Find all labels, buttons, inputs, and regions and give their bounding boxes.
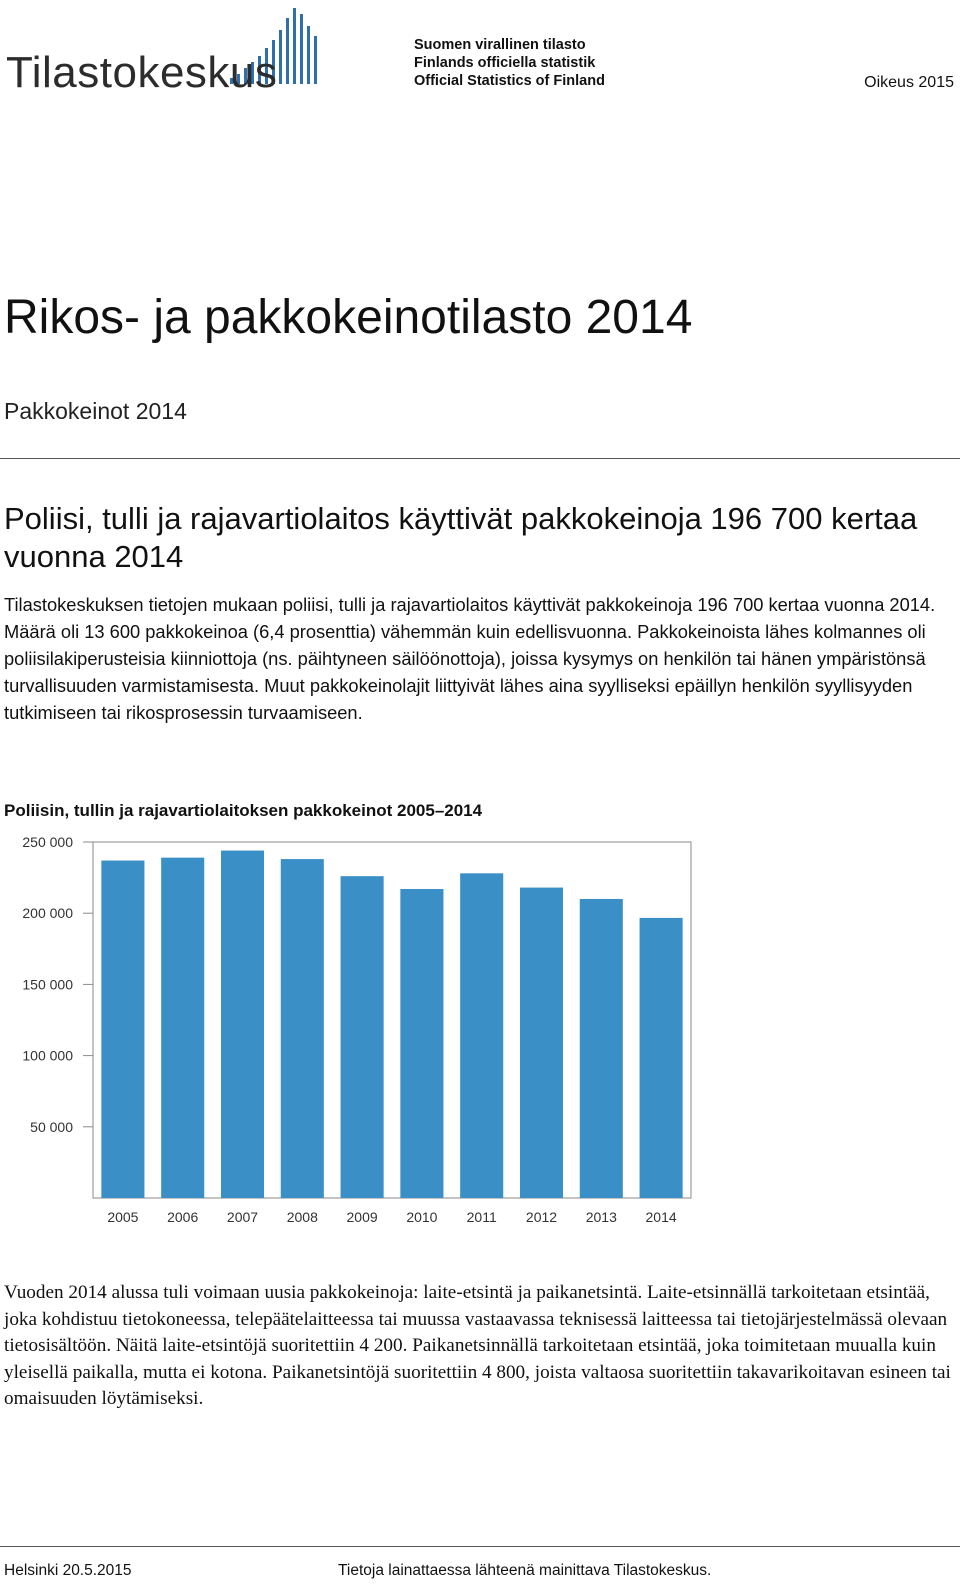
x-tick-label: 2005 [107,1209,139,1225]
x-axis-labels [107,1209,677,1225]
bar-2006 [161,858,204,1198]
x-tick-label: 2013 [585,1209,617,1225]
y-tick-label: 150 000 [22,976,73,993]
bar-2011 [460,873,503,1198]
body-paragraph: Vuoden 2014 alussa tuli voimaan uusia pakkokeinoja: laite-etsintä ja paikanetsintä. Laite-etsinnällä tarkoitetaan etsintää, joka kohdistuu tietokoneessa, telepäätelaitteessa tai muussa vastaavassa teknisessä laitteessa tai tietojärjestelmässä olevaan tietosisältöön. Näitä laite-etsintöjä suoritettiin 4 200. Paikanetsinnällä tarkoitetaan etsintää, joka toimitetaan muualla kuin yleisellä paikalla, mutta ei kotona. Paikanetsintöjä suoritettiin 4 800, joista valtaosa suoritettiin takavarikoitavan esineen tai omaisuuden löytämiseksi. [4,1282,951,1410]
official-line-sv: Finlands officiella statistik [414,55,596,71]
chart-title: Poliisin, tullin ja rajavartiolaitoksen pakkokeinot 2005–2014 [4,801,483,820]
y-axis [22,834,93,1135]
bar-chart [0,830,720,1230]
footer-citation: Tietoja lainattaessa lähteenä mainittava Tilastokeskus. [338,1562,712,1579]
divider-bottom [0,1546,960,1547]
bar-2007 [221,851,264,1198]
bar-2009 [341,876,384,1198]
bar-2005 [101,861,144,1198]
bar-2013 [580,899,623,1198]
y-tick-label: 50 000 [30,1118,73,1135]
bar-2012 [520,888,563,1198]
logo-bar [314,36,317,84]
bar-2010 [400,889,443,1198]
footer-date: Helsinki 20.5.2015 [4,1562,132,1579]
y-tick-label: 100 000 [22,1047,73,1064]
x-tick-label: 2011 [466,1209,497,1225]
logo-bar [293,8,296,84]
headline: Poliisi, tulli ja rajavartiolaitos käyttivät pakkokeinoja 196 700 kertaa vuonna 2014 [4,501,918,574]
official-line-fi: Suomen virallinen tilasto [414,37,586,53]
y-tick-label: 200 000 [22,905,73,922]
logo-bar [300,14,303,84]
x-tick-label: 2007 [226,1209,259,1225]
publication-tag: Oikeus 2015 [864,74,954,91]
x-tick-label: 2006 [167,1209,199,1225]
logo-bar [307,26,310,84]
x-tick-label: 2014 [645,1209,677,1225]
logo-bar [279,30,282,84]
x-tick-label: 2008 [286,1209,318,1225]
x-tick-label: 2010 [406,1209,438,1225]
bar-2014 [640,918,683,1198]
divider-top [0,458,960,459]
logo-wordmark: Tilastokeskus [6,48,278,97]
logo-bar [286,18,289,84]
official-line-en: Official Statistics of Finland [414,73,605,89]
document-title: Rikos- ja pakkokeinotilasto 2014 [4,291,693,344]
bars [101,851,682,1198]
document-subtitle: Pakkokeinot 2014 [4,398,187,424]
y-tick-label: 250 000 [22,834,73,850]
x-tick-label: 2012 [525,1209,558,1225]
official-statistics-label [414,36,605,90]
intro-paragraph: Tilastokeskuksen tietojen mukaan poliisi, tulli ja rajavartiolaitos käyttivät pakkokeinoja 196 700 kertaa vuonna 2014. Määrä oli 13 600 pakkokeinoa (6,4 prosenttia) vähemmän kuin edellisvuonna. Pakkokeinoista lähes kolmannes oli poliisilakiperusteisia kiinniottoja (ns. päihtyneen säilöönottoja), joissa kysymys on henkilön tai hänen ympäristönsä turvallisuuden varmistamisesta. Muut pakkokeinolajit liittyivät lähes aina syylliseksi epäillyn henkilön syyllisyyden tutkimiseen tai rikosprosessin turvaamiseen. [4,594,936,723]
bar-2008 [281,859,324,1198]
x-tick-label: 2009 [346,1209,378,1225]
